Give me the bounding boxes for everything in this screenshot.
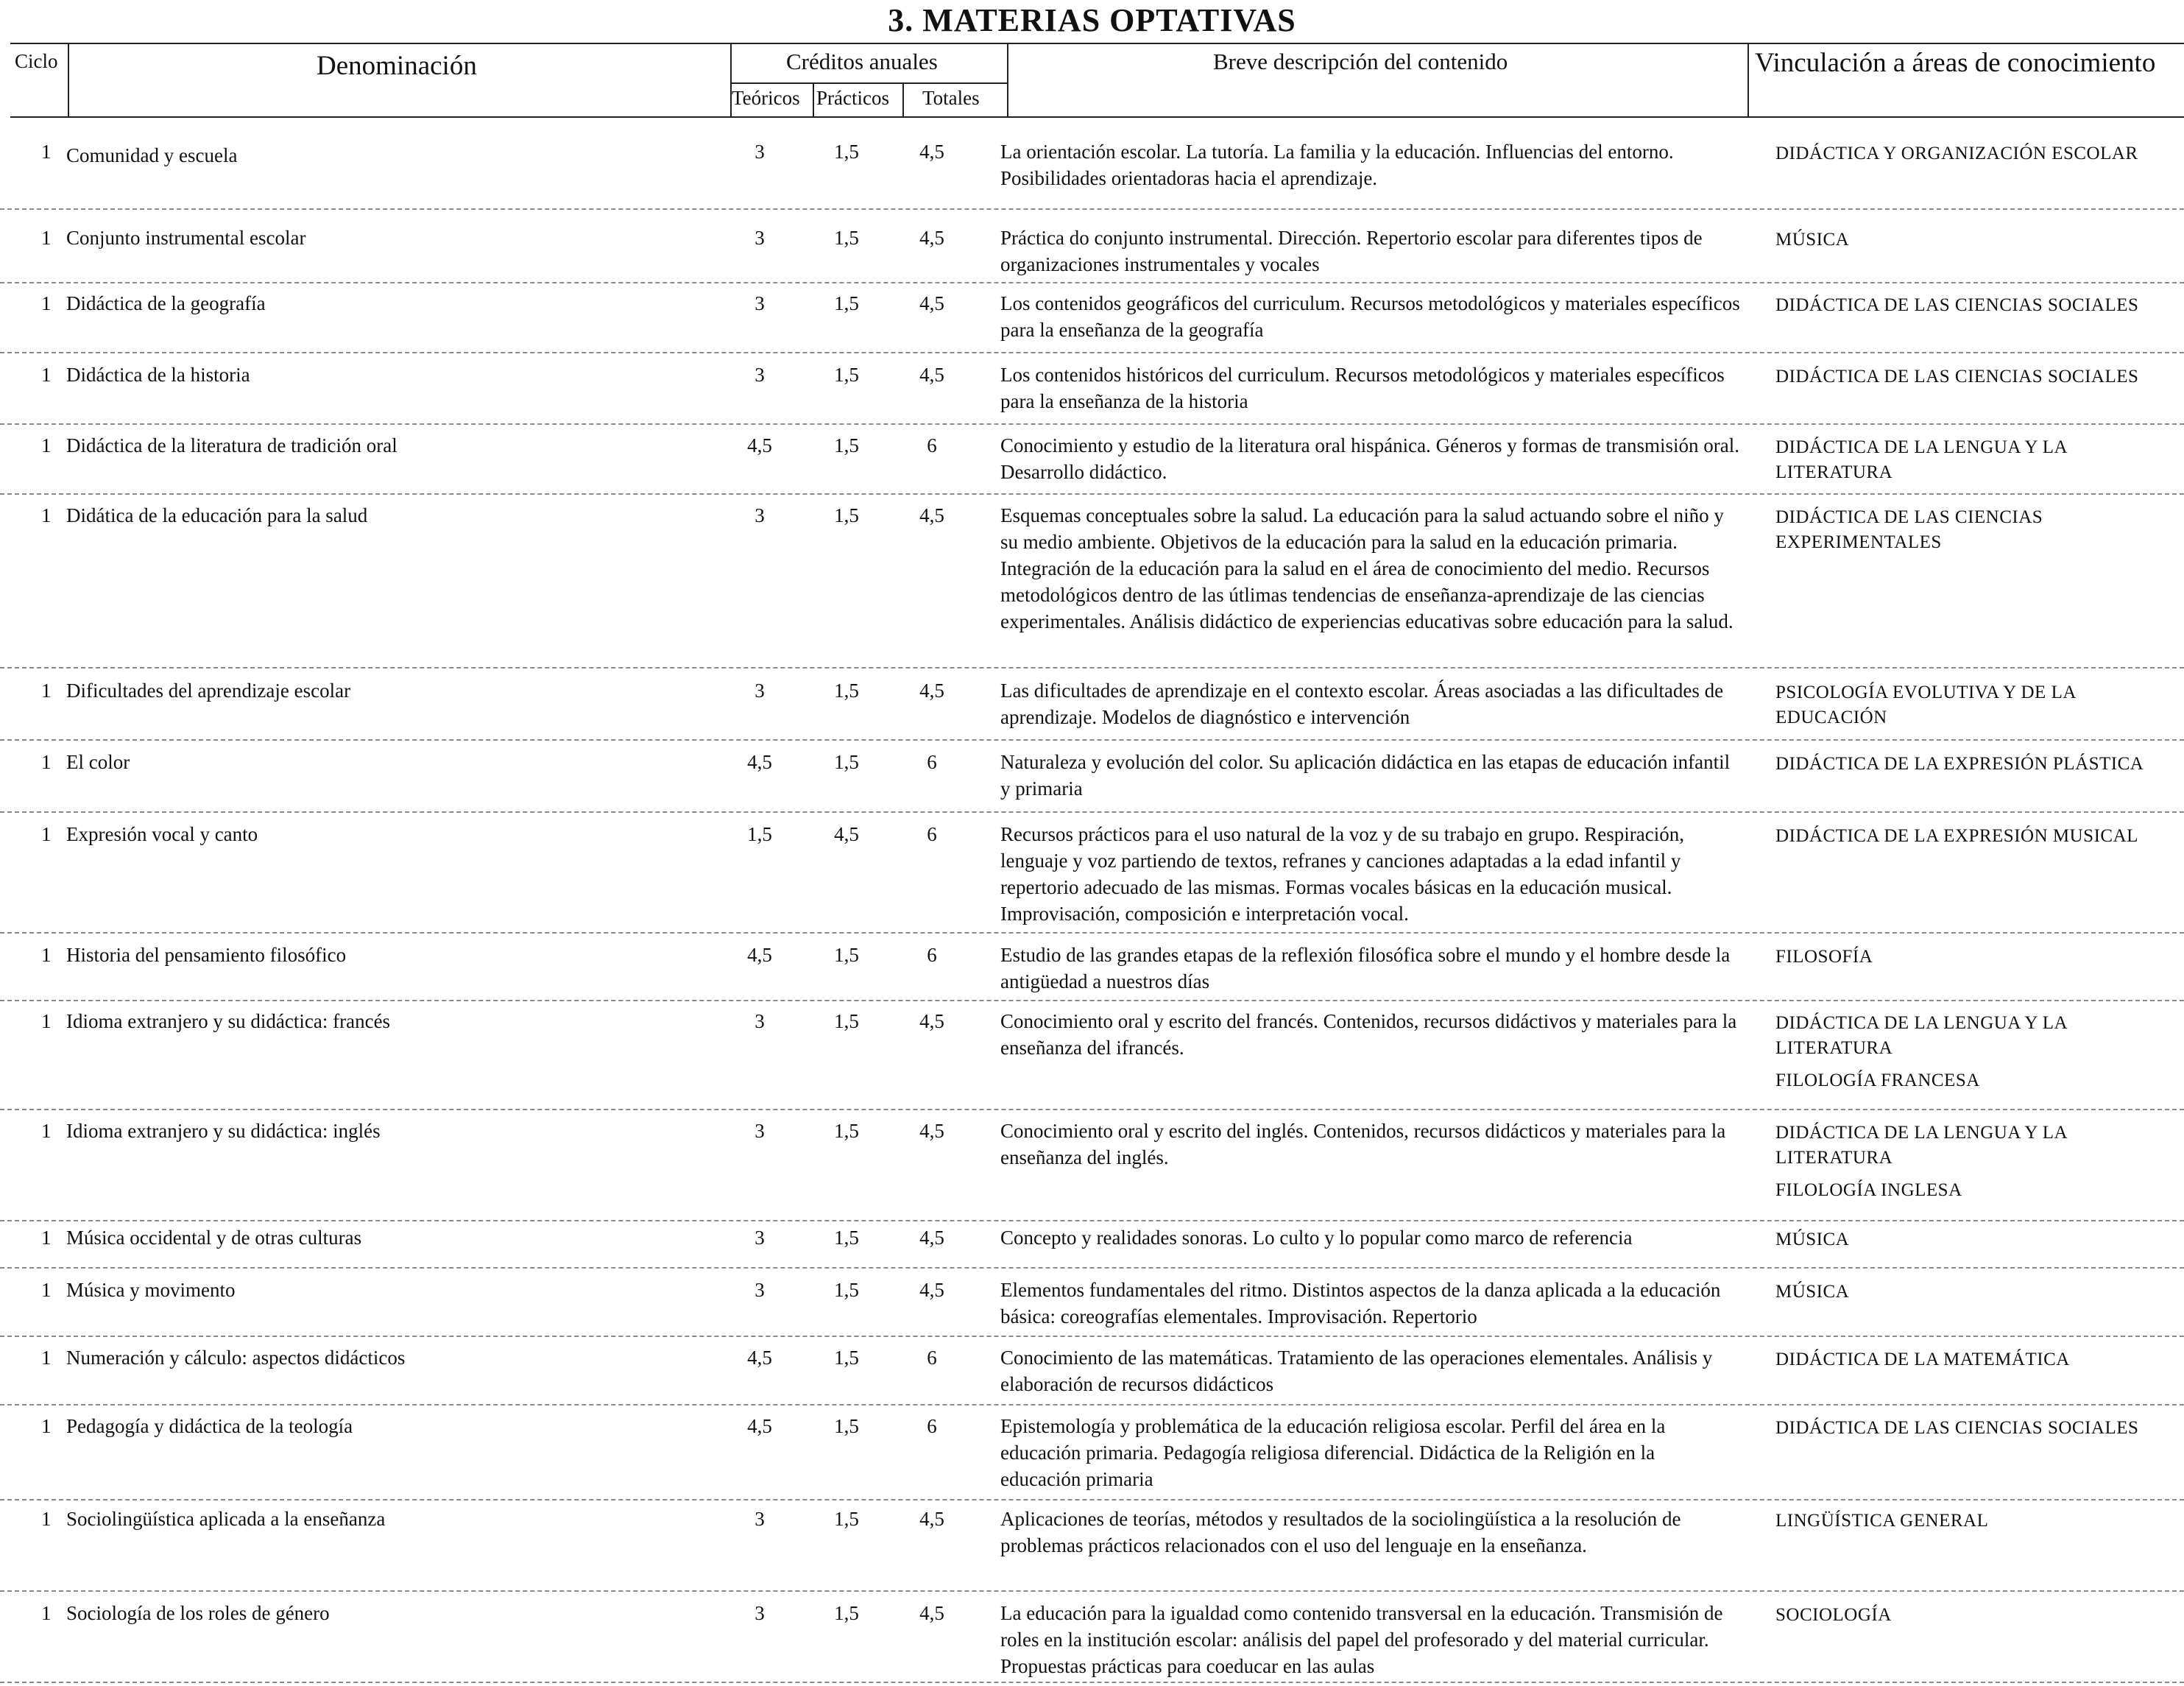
area-label: MÚSICA bbox=[1775, 230, 1850, 250]
cell-denominacion: Expresión vocal y canto bbox=[66, 823, 258, 845]
cell-totales: 4,5 bbox=[919, 1010, 944, 1032]
header-denominacion: Denominación bbox=[317, 51, 477, 81]
cell-teoricos: 3 bbox=[754, 227, 765, 249]
cell-vinculacion bbox=[1775, 945, 2173, 970]
cell-totales: 4,5 bbox=[919, 292, 944, 314]
cell-denominacion: Didáctica de la historia bbox=[66, 364, 250, 386]
cell-practicos: 4,5 bbox=[834, 823, 859, 845]
area-label: MÚSICA bbox=[1775, 1230, 1850, 1249]
cell-totales: 6 bbox=[927, 944, 937, 966]
row-separator bbox=[0, 1000, 2184, 1001]
area-label: DIDÁCTICA DE LA MATEMÁTICA bbox=[1775, 1350, 2070, 1369]
cell-teoricos: 4,5 bbox=[747, 944, 772, 966]
cell-vinculacion bbox=[1775, 293, 2173, 318]
cell-ciclo: 1 bbox=[41, 434, 52, 456]
area-label: DIDÁCTICA DE LA LENGUA Y LA LITERATURA bbox=[1775, 1123, 2067, 1168]
row-separator bbox=[0, 1220, 2184, 1221]
area-label: DIDÁCTICA DE LA EXPRESIÓN MUSICAL bbox=[1775, 826, 2138, 846]
cell-practicos: 1,5 bbox=[834, 292, 859, 314]
cell-ciclo: 1 bbox=[41, 292, 52, 314]
area-label: DIDÁCTICA DE LAS CIENCIAS SOCIALES bbox=[1775, 295, 2139, 315]
header-bottom-rule bbox=[10, 116, 2184, 118]
subheader-rule bbox=[730, 82, 1007, 84]
cell-practicos: 1,5 bbox=[834, 1227, 859, 1249]
cell-totales: 6 bbox=[927, 1415, 937, 1437]
header-totales: Totales bbox=[922, 87, 980, 109]
header-divider-totales bbox=[902, 82, 904, 116]
cell-practicos: 1,5 bbox=[834, 504, 859, 526]
area-label: DIDÁCTICA DE LA LENGUA Y LA LITERATURA bbox=[1775, 1013, 2067, 1058]
cell-ciclo: 1 bbox=[41, 1415, 52, 1437]
cell-descripcion: La educación para la igualdad como contenido transversal en la educación. Transmisión de roles en la institución escolar: análisis del papel del profesorado y del material curricular. Propuestas prácticas para coeducar en las aulas bbox=[1000, 1602, 1723, 1677]
cell-totales: 6 bbox=[927, 823, 937, 845]
cell-ciclo: 1 bbox=[41, 1347, 52, 1369]
row-separator bbox=[0, 811, 2184, 813]
area-label: SOCIOLOGÍA bbox=[1775, 1605, 1892, 1625]
cell-vinculacion bbox=[1775, 364, 2173, 389]
area-label: DIDÁCTICA DE LAS CIENCIAS SOCIALES bbox=[1775, 1418, 2139, 1438]
header-divider-ciclo bbox=[68, 44, 69, 116]
header-top-rule bbox=[10, 43, 2184, 44]
cell-descripcion: Recursos prácticos para el uso natural de la voz y de su trabajo en grupo. Respiración, lenguaje y voz partiendo de textos, refranes y canciones adaptadas a la edad infantil y repertorio adecuado de las mismas. Formas vocales básicas en la educación musical. Improvisación, composición e interpretación vocal. bbox=[1000, 823, 1684, 925]
cell-vinculacion bbox=[1775, 1347, 2173, 1372]
cell-descripcion: Naturaleza y evolución del color. Su aplicación didáctica en las etapas de educación infantil y primaria bbox=[1000, 751, 1731, 800]
cell-totales: 4,5 bbox=[919, 1602, 944, 1624]
cell-totales: 4,5 bbox=[919, 1279, 944, 1301]
area-label: DIDÁCTICA DE LAS CIENCIAS EXPERIMENTALES bbox=[1775, 507, 2043, 552]
cell-practicos: 1,5 bbox=[834, 1279, 859, 1301]
header-vinculacion: Vinculación a áreas de conocimiento bbox=[1755, 48, 2156, 78]
row-separator bbox=[0, 352, 2184, 353]
cell-totales: 6 bbox=[927, 751, 937, 773]
cell-practicos: 1,5 bbox=[834, 141, 859, 163]
cell-practicos: 1,5 bbox=[834, 1010, 859, 1032]
cell-teoricos: 1,5 bbox=[747, 823, 772, 845]
cell-vinculacion bbox=[1775, 752, 2173, 777]
cell-ciclo: 1 bbox=[41, 1279, 52, 1301]
cell-descripcion: Estudio de las grandes etapas de la reflexión filosófica sobre el mundo y el hombre desde la antigüedad a nuestros días bbox=[1000, 944, 1731, 992]
cell-vinculacion bbox=[1775, 1603, 2173, 1628]
cell-vinculacion bbox=[1775, 1227, 2173, 1252]
cell-vinculacion bbox=[1775, 227, 2173, 253]
cell-totales: 6 bbox=[927, 434, 937, 456]
cell-ciclo: 1 bbox=[41, 141, 52, 163]
row-separator bbox=[0, 1590, 2184, 1592]
cell-denominacion: Sociología de los roles de género bbox=[66, 1602, 330, 1624]
row-separator bbox=[0, 1404, 2184, 1405]
cell-denominacion: Idioma extranjero y su didáctica: inglés bbox=[66, 1120, 381, 1142]
cell-vinculacion bbox=[1775, 1121, 2173, 1203]
cell-denominacion: Didática de la educación para la salud bbox=[66, 504, 368, 526]
area-label: PSICOLOGÍA EVOLUTIVA Y DE LA EDUCACIÓN bbox=[1775, 682, 2076, 727]
cell-totales: 4,5 bbox=[919, 227, 944, 249]
cell-descripcion: Conocimiento y estudio de la literatura oral hispánica. Géneros y formas de transmisión oral. Desarrollo didáctico. bbox=[1000, 434, 1739, 483]
cell-descripcion: Los contenidos históricos del curriculum. Recursos metodológicos y materiales específicos para la enseñanza de la historia bbox=[1000, 364, 1725, 412]
cell-practicos: 1,5 bbox=[834, 944, 859, 966]
cell-totales: 4,5 bbox=[919, 1120, 944, 1142]
row-separator bbox=[0, 1267, 2184, 1269]
area-label: MÚSICA bbox=[1775, 1282, 1850, 1302]
cell-descripcion: Conocimiento oral y escrito del francés. Contenidos, recursos didáctivos y materiales para la enseñanza del ifrancés. bbox=[1000, 1010, 1737, 1059]
cell-ciclo: 1 bbox=[41, 1602, 52, 1624]
cell-totales: 4,5 bbox=[919, 680, 944, 702]
cell-denominacion: Didáctica de la literatura de tradición oral bbox=[66, 434, 397, 456]
cell-practicos: 1,5 bbox=[834, 1415, 859, 1437]
cell-vinculacion bbox=[1775, 1280, 2173, 1305]
cell-vinculacion bbox=[1775, 1509, 2173, 1534]
cell-teoricos: 3 bbox=[754, 1120, 765, 1142]
row-separator bbox=[0, 1499, 2184, 1500]
row-separator bbox=[0, 493, 2184, 495]
cell-denominacion: Didáctica de la geografía bbox=[66, 292, 266, 314]
cell-teoricos: 3 bbox=[754, 292, 765, 314]
cell-totales: 6 bbox=[927, 1347, 937, 1369]
cell-denominacion: Dificultades del aprendizaje escolar bbox=[66, 680, 351, 702]
row-separator bbox=[0, 1336, 2184, 1337]
cell-descripcion: Aplicaciones de teorías, métodos y resultados de la sociolingüística a la resolución de problemas prácticos relacionados con el uso del lenguaje en la enseñanza. bbox=[1000, 1508, 1681, 1556]
cell-totales: 4,5 bbox=[919, 1227, 944, 1249]
cell-ciclo: 1 bbox=[41, 751, 52, 773]
cell-totales: 4,5 bbox=[919, 1508, 944, 1530]
header-divider-descripcion bbox=[1007, 44, 1008, 116]
row-separator bbox=[0, 739, 2184, 741]
cell-denominacion: Pedagogía y didáctica de la teología bbox=[66, 1415, 353, 1437]
cell-descripcion: Elementos fundamentales del ritmo. Distintos aspectos de la danza aplicada a la educación básica: coreografías elementales. Improvisación. Repertorio bbox=[1000, 1279, 1721, 1327]
cell-ciclo: 1 bbox=[41, 1508, 52, 1530]
cell-practicos: 1,5 bbox=[834, 1120, 859, 1142]
area-label: DIDÁCTICA DE LA EXPRESIÓN PLÁSTICA bbox=[1775, 754, 2144, 774]
cell-ciclo: 1 bbox=[41, 823, 52, 845]
cell-denominacion: Conjunto instrumental escolar bbox=[66, 227, 306, 249]
cell-teoricos: 3 bbox=[754, 1602, 765, 1624]
cell-ciclo: 1 bbox=[41, 944, 52, 966]
header-creditos-anuales: Créditos anuales bbox=[786, 49, 938, 74]
cell-practicos: 1,5 bbox=[834, 227, 859, 249]
cell-ciclo: 1 bbox=[41, 504, 52, 526]
cell-vinculacion bbox=[1775, 505, 2173, 555]
area-label: FILOLOGÍA FRANCESA bbox=[1775, 1070, 1980, 1090]
cell-ciclo: 1 bbox=[41, 1010, 52, 1032]
cell-vinculacion bbox=[1775, 1011, 2173, 1093]
row-separator bbox=[0, 208, 2184, 210]
cell-descripcion: Concepto y realidades sonoras. Lo culto y lo popular como marco de referencia bbox=[1000, 1227, 1633, 1249]
cell-denominacion: Idioma extranjero y su didáctica: francés bbox=[66, 1010, 391, 1032]
cell-teoricos: 3 bbox=[754, 1508, 765, 1530]
area-label: DIDÁCTICA DE LA LENGUA Y LA LITERATURA bbox=[1775, 437, 2067, 482]
cell-vinculacion bbox=[1775, 141, 2173, 166]
area-label: FILOLOGÍA INGLESA bbox=[1775, 1180, 1962, 1200]
cell-descripcion: Esquemas conceptuales sobre la salud. La educación para la salud actuando sobre el niño y su medio ambiente. Objetivos de la educación para la salud en la educación primaria. Integración de la educación para la salud en el área de conocimiento del medio. Recursos metodológicos dentro de las útlimas tendencias de enseñanza-aprendizaje de las ciencias experimentales. Análisis didáctico de experiencias educativas sobre educación para la salud. bbox=[1000, 504, 1734, 632]
cell-totales: 4,5 bbox=[919, 141, 944, 163]
row-separator bbox=[0, 423, 2184, 425]
cell-practicos: 1,5 bbox=[834, 1508, 859, 1530]
cell-totales: 4,5 bbox=[919, 364, 944, 386]
cell-denominacion: El color bbox=[66, 751, 130, 773]
row-separator bbox=[0, 932, 2184, 934]
cell-denominacion: Música occidental y de otras culturas bbox=[66, 1227, 362, 1249]
cell-practicos: 1,5 bbox=[834, 434, 859, 456]
cell-descripcion: Conocimiento oral y escrito del inglés. Contenidos, recursos didácticos y materiales para la enseñanza del inglés. bbox=[1000, 1120, 1726, 1168]
cell-teoricos: 3 bbox=[754, 1279, 765, 1301]
cell-teoricos: 3 bbox=[754, 364, 765, 386]
header-divider-practicos bbox=[813, 82, 814, 116]
cell-vinculacion bbox=[1775, 680, 2173, 730]
cell-practicos: 1,5 bbox=[834, 1602, 859, 1624]
cell-teoricos: 3 bbox=[754, 1010, 765, 1032]
cell-teoricos: 4,5 bbox=[747, 434, 772, 456]
cell-vinculacion bbox=[1775, 824, 2173, 849]
cell-denominacion: Numeración y cálculo: aspectos didácticos bbox=[66, 1347, 406, 1369]
cell-ciclo: 1 bbox=[41, 227, 52, 249]
header-teoricos: Teóricos bbox=[732, 87, 800, 109]
cell-denominacion: Comunidad y escuela bbox=[66, 144, 238, 166]
cell-ciclo: 1 bbox=[41, 680, 52, 702]
cell-descripcion: Práctica do conjunto instrumental. Dirección. Repertorio escolar para diferentes tipos de organizaciones instrumentales y vocales bbox=[1000, 227, 1703, 275]
row-separator bbox=[0, 282, 2184, 283]
cell-teoricos: 4,5 bbox=[747, 1347, 772, 1369]
cell-totales: 4,5 bbox=[919, 504, 944, 526]
cell-teoricos: 3 bbox=[754, 1227, 765, 1249]
cell-teoricos: 4,5 bbox=[747, 751, 772, 773]
cell-practicos: 1,5 bbox=[834, 364, 859, 386]
cell-denominacion: Música y movimento bbox=[66, 1279, 236, 1301]
cell-ciclo: 1 bbox=[41, 1120, 52, 1142]
cell-teoricos: 3 bbox=[754, 680, 765, 702]
cell-descripcion: Los contenidos geográficos del curriculum. Recursos metodológicos y materiales específicos para la enseñanza de la geografía bbox=[1000, 292, 1740, 341]
row-separator bbox=[0, 1682, 2184, 1683]
row-separator bbox=[0, 1109, 2184, 1110]
cell-teoricos: 4,5 bbox=[747, 1415, 772, 1437]
header-ciclo: Ciclo bbox=[15, 50, 58, 72]
cell-descripcion: Las dificultades de aprendizaje en el contexto escolar. Áreas asociadas a las dificultades de aprendizaje. Modelos de diagnóstico e intervención bbox=[1000, 680, 1724, 728]
cell-descripcion: La orientación escolar. La tutoría. La familia y la educación. Influencias del entorno. Posibilidades orientadoras hacia el aprendizaje. bbox=[1000, 141, 1674, 189]
cell-descripcion: Conocimiento de las matemáticas. Tratamiento de las operaciones elementales. Análisis y elaboración de recursos didácticos bbox=[1000, 1347, 1713, 1395]
header-descripcion: Breve descripción del contenido bbox=[1213, 49, 1508, 74]
cell-denominacion: Historia del pensamiento filosófico bbox=[66, 944, 347, 966]
cell-descripcion: Epistemología y problemática de la educación religiosa escolar. Perfil del área en la educación primaria. Pedagogía religiosa diferencial. Didáctica de la Religión en la educación primaria bbox=[1000, 1415, 1666, 1490]
area-label: FILOSOFÍA bbox=[1775, 947, 1873, 967]
cell-ciclo: 1 bbox=[41, 364, 52, 386]
header-divider-vinculacion bbox=[1747, 44, 1749, 116]
area-label: LINGÜÍSTICA GENERAL bbox=[1775, 1511, 1989, 1531]
cell-practicos: 1,5 bbox=[834, 751, 859, 773]
cell-practicos: 1,5 bbox=[834, 680, 859, 702]
cell-teoricos: 3 bbox=[754, 141, 765, 163]
cell-vinculacion bbox=[1775, 435, 2173, 485]
section-title: 3. MATERIAS OPTATIVAS bbox=[888, 2, 1296, 38]
cell-teoricos: 3 bbox=[754, 504, 765, 526]
row-separator bbox=[0, 667, 2184, 669]
cell-practicos: 1,5 bbox=[834, 1347, 859, 1369]
header-practicos: Prácticos bbox=[816, 87, 889, 109]
area-label: DIDÁCTICA Y ORGANIZACIÓN ESCOLAR bbox=[1775, 144, 2138, 163]
cell-vinculacion bbox=[1775, 1416, 2173, 1441]
cell-ciclo: 1 bbox=[41, 1227, 52, 1249]
cell-denominacion: Sociolingüística aplicada a la enseñanza bbox=[66, 1508, 386, 1530]
area-label: DIDÁCTICA DE LAS CIENCIAS SOCIALES bbox=[1775, 367, 2139, 387]
